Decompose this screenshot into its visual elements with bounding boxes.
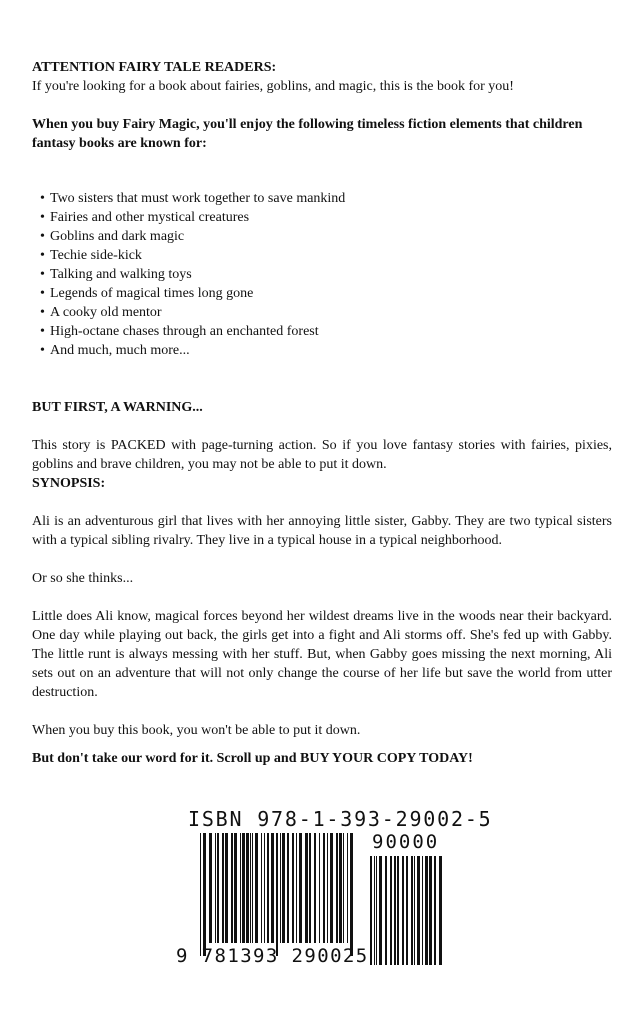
isbn-barcode [176,800,493,978]
barcode-bar [203,833,206,956]
feature-item: • Goblins and dark magic [32,227,612,246]
barcode-bar [261,833,262,943]
barcode-bar [309,833,311,943]
barcode-bar [250,833,251,943]
synopsis-paragraph: Or so she thinks... [32,571,134,586]
barcode-bar [350,833,353,956]
feature-item: • Fairies and other mystical creatures [32,208,612,227]
barcode-bar [282,833,285,943]
barcode-bar [200,833,201,956]
barcode-bar [327,833,328,943]
barcode-bar [209,833,212,943]
warning-text: This story is PACKED with page-turning action. So if you love fantasy stories with fairies, pixies, goblins and brave children, you may not be able to put it down. [32,438,612,472]
elements-intro: When you buy Fairy Magic, you'll enjoy the following timeless fiction elements that children fantasy books are known for: [32,117,583,151]
barcode-bar [314,833,316,943]
barcode-bar [222,833,224,943]
warning-heading: BUT FIRST, A WARNING... [32,400,203,415]
barcode-bar [330,833,333,943]
barcode-bar [347,833,348,943]
description-block [32,58,612,768]
synopsis-paragraph: When you buy this book, you won't be able to put it down. [32,723,361,738]
barcode-bar [264,833,265,943]
addon-price: 90000 [372,831,440,853]
feature-item: • Legends of magical times long gone [32,284,612,303]
barcode-bar [305,833,308,943]
barcode-bar [296,833,297,943]
isbn-label: ISBN 978-1-393-29002-5 [188,807,493,831]
feature-item: • Talking and walking toys [32,265,612,284]
feature-item: • High-octane chases through an enchanted forest [32,322,612,341]
barcode-bar [225,833,228,943]
barcode-bar [276,833,278,956]
barcode-digits: 9 781393 290025 [176,945,369,967]
barcode-bar [292,833,294,943]
feature-item: • Techie side-kick [32,246,612,265]
feature-item: • Two sisters that must work together to save mankind [32,189,612,208]
main-barcode [200,833,353,956]
attention-heading: ATTENTION FAIRY TALE READERS: [32,60,277,75]
barcode-bar [319,833,320,943]
barcode-bar [234,833,237,943]
barcode-bar [271,833,274,943]
barcode-bar [336,833,338,943]
barcode-bar [267,833,269,943]
intro-text: If you're looking for a book about fairies, goblins, and magic, this is the book for you! [32,79,514,94]
feature-list [32,189,612,360]
barcode-bar [252,833,253,943]
synopsis-paragraph: Little does Ali know, magical forces beyond her wildest dreams live in the woods near their backyard. One day while playing out back, the girls get into a fight and Ali storms off. She's fed up with Gabby. The little runt is always messing with her stuff. But, when Gabby goes missing the next morning, Ali sets out on an adventure that will not only change the course of her life but save the world from utter destruction. [32,609,612,700]
barcode-bar [215,833,216,943]
barcode-bar [246,833,249,943]
synopsis-paragraph: Ali is an adventurous girl that lives with her annoying little sister, Gabby. They are two typical sisters with a typical sibling rivalry. They live in a typical house in a typical neighborhood. [32,514,612,548]
feature-item: • A cooky old mentor [32,303,612,322]
barcode-bar [217,833,219,943]
synopsis-heading: SYNOPSIS: [32,476,106,491]
feature-item: • And much, much more... [32,341,612,360]
barcode-bar [240,833,241,943]
barcode-bar [339,833,342,943]
barcode-bar [255,833,258,943]
call-to-action: But don't take our word for it. Scroll up and BUY YOUR COPY TODAY! [32,751,473,766]
barcode-bar [323,833,325,943]
barcode-bar [287,833,289,943]
barcode-bar [280,833,281,943]
barcode-bar [231,833,233,943]
barcode-bar [242,833,245,943]
barcode-bar [299,833,302,943]
barcode-bar [343,833,344,943]
